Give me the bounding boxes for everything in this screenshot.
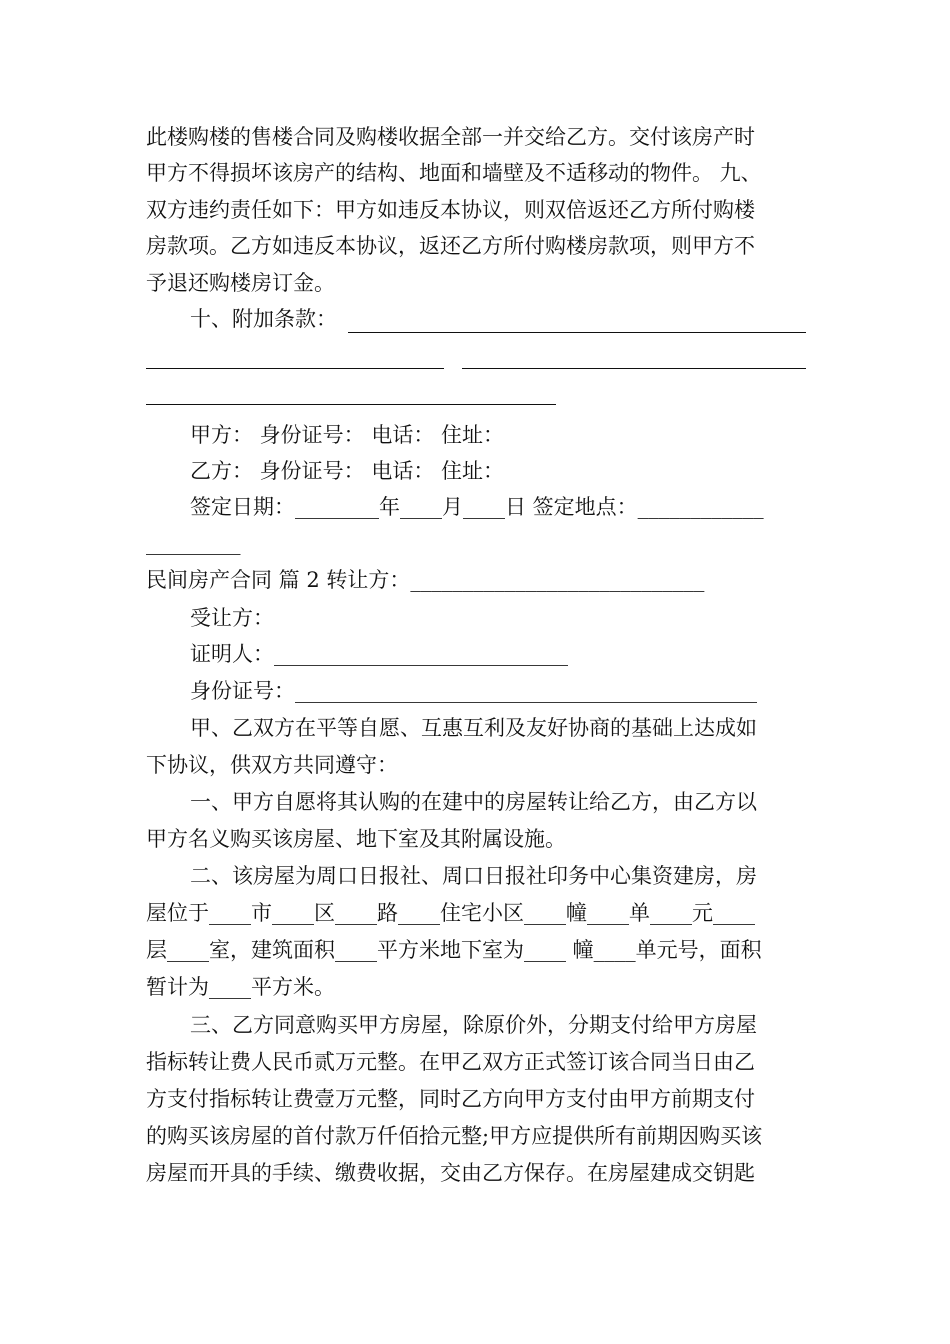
id-number-label: 身份证号：____________________________________________ (190, 679, 757, 703)
attached-clauses-label: 十、附加条款： (190, 307, 337, 331)
text-line: 一、甲方自愿将其认购的在建中的房屋转让给乙方，由乙方以 (190, 790, 757, 814)
text-line: _________ (146, 531, 241, 555)
signing-date-place: 签定日期：________年____月____日 签定地点：____________ (190, 495, 764, 519)
text-line: 房款项。乙方如违反本协议，返还乙方所付购楼房款项，则甲方不 (146, 234, 755, 258)
party-b-info: 乙方： 身份证号： 电话： 住址： (190, 459, 505, 483)
text-line: 方支付指标转让费壹万元整，同时乙方向甲方支付由甲方前期支付 (146, 1087, 755, 1111)
text-line: 指标转让费人民币贰万元整。在甲乙双方正式签订该合同当日由乙 (146, 1050, 755, 1074)
blank-underline (146, 404, 556, 405)
text-line: 双方违约责任如下：甲方如违反本协议，则双倍返还乙方所付购楼 (146, 198, 755, 222)
blank-underline (462, 368, 806, 369)
text-line: 下协议，供双方共同遵守： (146, 753, 398, 777)
section-title: 民间房产合同 篇 2 转让方：____________________________ (146, 568, 705, 592)
blank-underline (348, 332, 806, 333)
text-line: 予退还购楼房订金。 (146, 271, 335, 295)
text-line: 暂计为____平方米。 (146, 975, 335, 999)
text-line: 此楼购楼的售楼合同及购楼收据全部一并交给乙方。交付该房产时 (146, 125, 755, 149)
text-line: 层____室，建筑面积____平方米地下室为____ 幢____单元号，面积 (146, 938, 762, 962)
transferee-label: 受让方： (190, 606, 274, 630)
blank-underline (146, 368, 444, 369)
text-line: 甲方名义购买该房屋、地下室及其附属设施。 (146, 827, 566, 851)
text-line: 甲、乙双方在平等自愿、互惠互利及友好协商的基础上达成如 (190, 716, 757, 740)
text-line: 屋位于____市____区____路____住宅小区____幢____单____元____ (146, 901, 755, 925)
text-line: 三、乙方同意购买甲方房屋，除原价外，分期支付给甲方房屋 (190, 1013, 757, 1037)
text-line: 二、该房屋为周口日报社、周口日报社印务中心集资建房，房 (190, 864, 757, 888)
text-line: 甲方不得损坏该房产的结构、地面和墙壁及不适移动的物件。 九、 (146, 161, 762, 185)
text-line: 房屋而开具的手续、缴费收据，交由乙方保存。在房屋建成交钥匙 (146, 1161, 755, 1185)
text-line: 的购买该房屋的首付款万仟佰拾元整;甲方应提供所有前期因购买该 (146, 1124, 763, 1148)
party-a-info: 甲方： 身份证号： 电话： 住址： (190, 423, 505, 447)
witness-label: 证明人：____________________________ (190, 642, 568, 666)
